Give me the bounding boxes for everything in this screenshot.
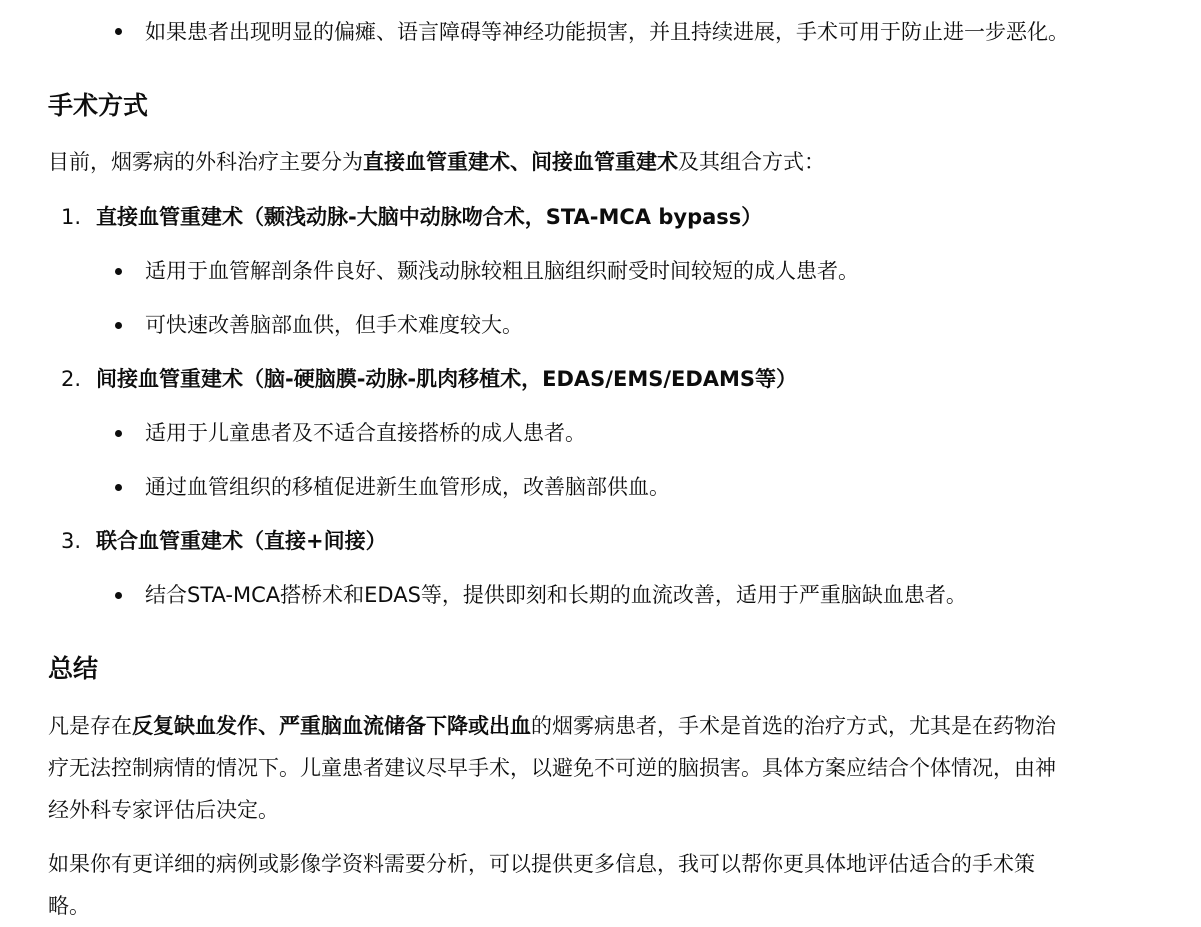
list-number: 1. [61,205,82,229]
summary-line: 凡是存在反复缺血发作、严重脑血流储备下降或出血的烟雾病患者，手术是首选的治疗方式，尤其是在药物治 [48,714,1056,738]
method-bullet: 结合STA-MCA搭桥术和EDAS等，提供即刻和长期的血流改善，适用于严重脑缺血患者。 [145,583,967,607]
intro-paragraph: 目前，烟雾病的外科治疗主要分为直接血管重建术、间接血管重建术及其组合方式： [48,150,825,174]
list-number: 3. [61,529,82,553]
method-bullet: 可快速改善脑部血供，但手术难度较大。 [145,313,523,337]
bullet-dot [115,322,122,329]
method-title-direct: 直接血管重建术（颞浅动脉-大脑中动脉吻合术，STA-MCA bypass） [96,205,763,229]
method-title-combined: 联合血管重建术（直接+间接） [96,529,387,553]
bullet-dot [115,592,122,599]
method-title-indirect: 间接血管重建术（脑-硬脑膜-动脉-肌肉移植术，EDAS/EMS/EDAMS等） [96,367,798,391]
bullet-dot [115,484,122,491]
method-bullet: 适用于血管解剖条件良好、颞浅动脉较粗且脑组织耐受时间较短的成人患者。 [145,259,859,283]
bullet-dot [115,28,122,35]
summary-line: 经外科专家评估后决定。 [48,798,279,822]
section-heading-surgery: 手术方式 [48,91,149,120]
method-bullet: 适用于儿童患者及不适合直接搭桥的成人患者。 [145,421,586,445]
top-bullet-text: 如果患者出现明显的偏瘫、语言障碍等神经功能损害，并且持续进展，手术可用于防止进一步恶化。 [145,20,1069,44]
summary-line: 疗无法控制病情的情况下。儿童患者建议尽早手术，以避免不可逆的脑损害。具体方案应结合个体情况，由神 [48,756,1056,780]
closing-line: 如果你有更详细的病例或影像学资料需要分析，可以提供更多信息，我可以帮你更具体地评估适合的手术策 [48,852,1035,876]
method-bullet: 通过血管组织的移植促进新生血管形成，改善脑部供血。 [145,475,670,499]
closing-line: 略。 [48,894,90,918]
section-heading-summary: 总结 [48,654,99,683]
bullet-dot [115,430,122,437]
list-number: 2. [61,367,82,391]
bullet-dot [115,268,122,275]
